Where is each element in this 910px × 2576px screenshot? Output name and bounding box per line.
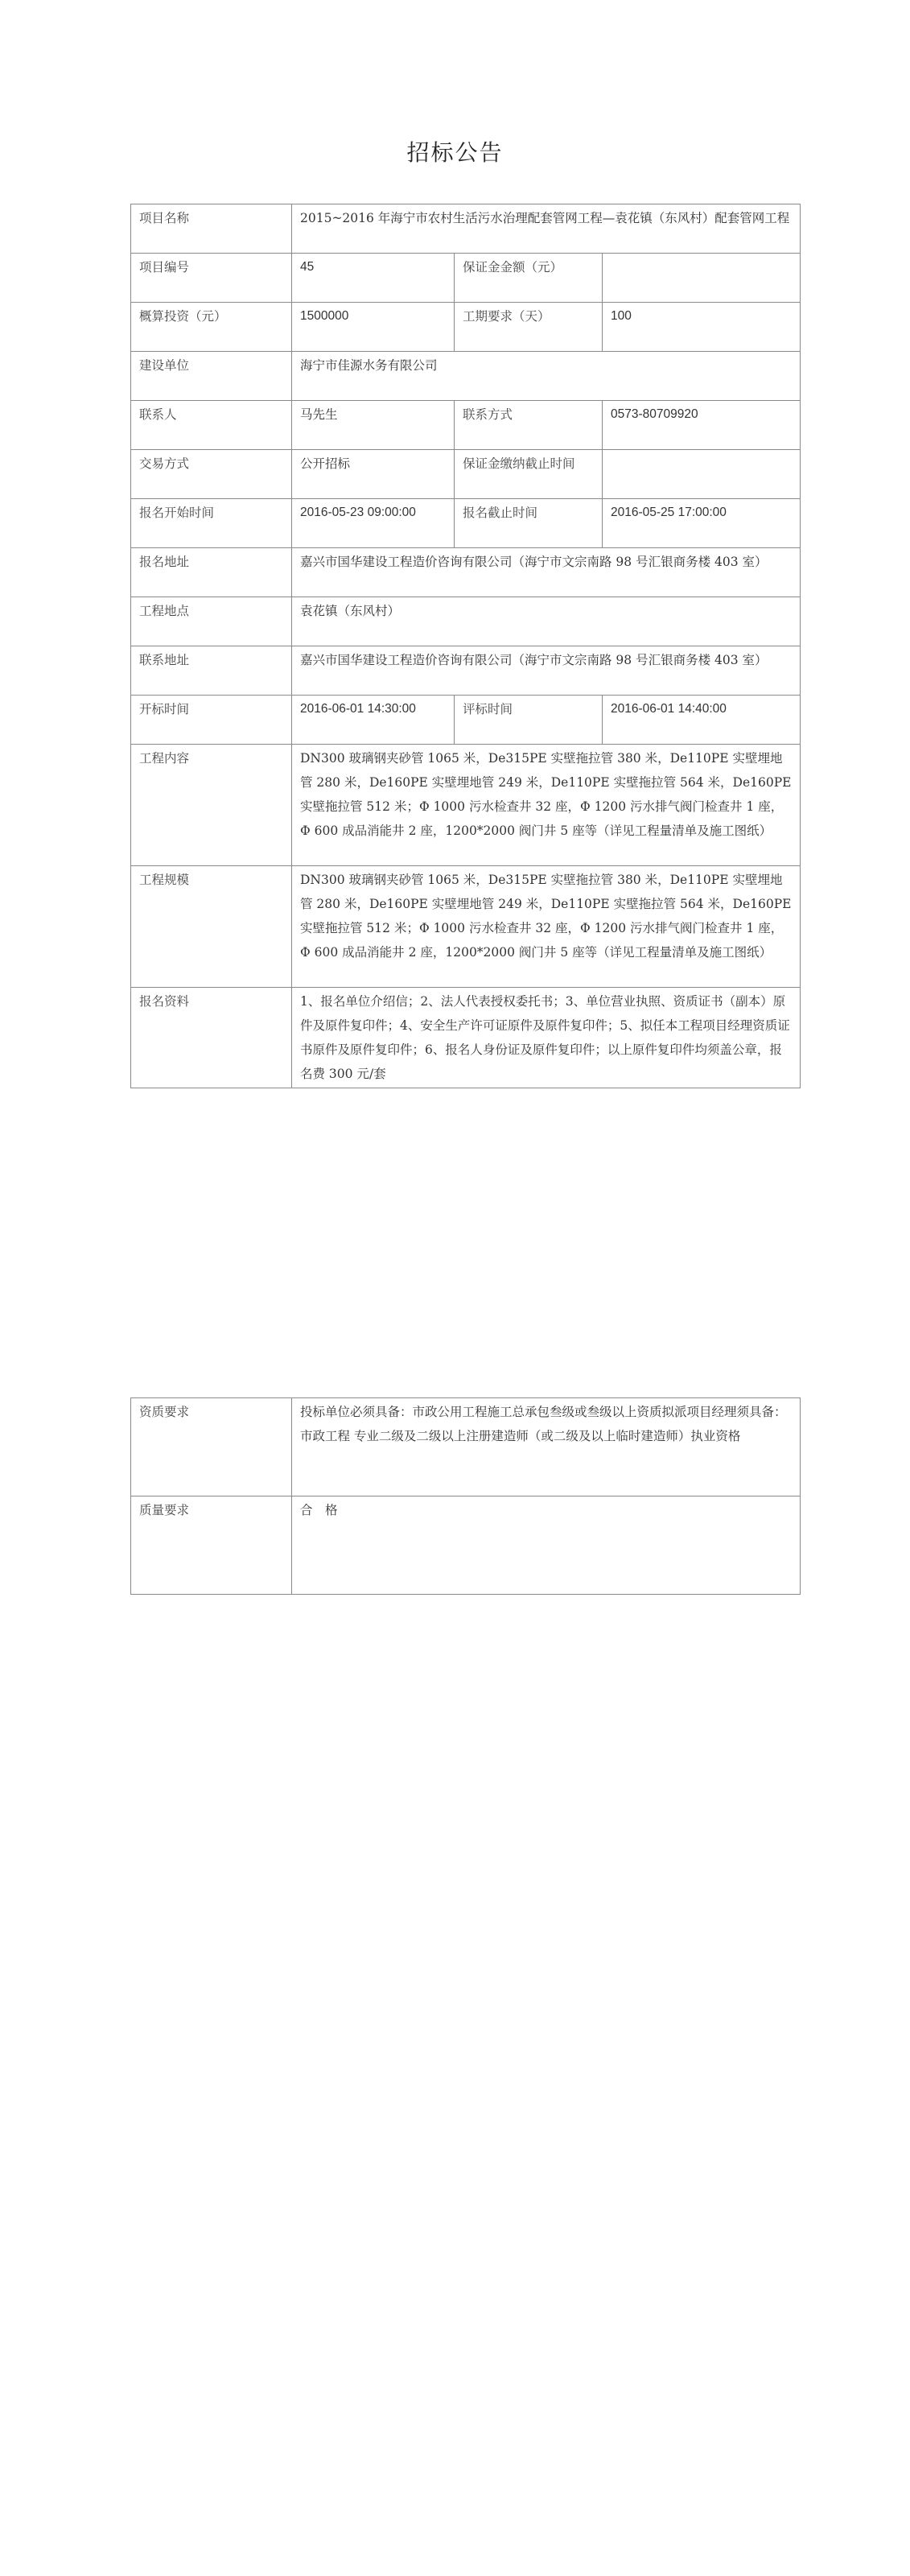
- row-project-no: [131, 254, 801, 303]
- row-trade: [131, 450, 801, 499]
- value-duration: 100: [603, 303, 801, 352]
- row-materials: [131, 988, 801, 1088]
- row-contact: [131, 401, 801, 450]
- value-deposit-deadline: [603, 450, 801, 499]
- value-project-no: 45: [292, 254, 455, 303]
- value-budget: 1500000: [292, 303, 455, 352]
- value-contact-addr: 嘉兴市国华建设工程造价咨询有限公司（海宁市文宗南路 98 号汇银商务楼 403 室）: [292, 646, 801, 696]
- row-builder: [131, 352, 801, 401]
- value-deposit-amount: [603, 254, 801, 303]
- value-content: DN300 玻璃钢夹砂管 1065 米，De315PE 实壁拖拉管 380 米，De110PE 实壁埋地管 280 米，De160PE 实壁埋地管 249 米，De110PE 实壁拖拉管 564 米，De160PE 实壁拖拉管 512 米；Φ 1000 污水检查井 32 座，Φ 1200 污水排气阀门检查井 1 座， Φ 600 成品消能井 2 座，1200*2000 阀门井 5 座等（详见工程量清单及施工图纸）: [292, 745, 801, 866]
- label-trade: 交易方式: [131, 450, 292, 499]
- label-project-no: 项目编号: [131, 254, 292, 303]
- label-contact-addr: 联系地址: [131, 646, 292, 696]
- row-reg-addr: [131, 548, 801, 597]
- label-qualification: 资质要求: [131, 1398, 292, 1496]
- row-project-name: [131, 204, 801, 254]
- label-scale: 工程规模: [131, 866, 292, 988]
- value-contact-phone: 0573-80709920: [603, 401, 801, 450]
- value-reg-addr: 嘉兴市国华建设工程造价咨询有限公司（海宁市文宗南路 98 号汇银商务楼 403 室）: [292, 548, 801, 597]
- value-eval-time: 2016-06-01 14:40:00: [603, 696, 801, 745]
- label-contact: 联系人: [131, 401, 292, 450]
- row-scale: [131, 866, 801, 988]
- label-reg-start: 报名开始时间: [131, 499, 292, 548]
- label-project-name: 项目名称: [131, 204, 292, 254]
- value-scale: DN300 玻璃钢夹砂管 1065 米，De315PE 实壁拖拉管 380 米，De110PE 实壁埋地管 280 米，De160PE 实壁埋地管 249 米，De110PE 实壁拖拉管 564 米，De160PE 实壁拖拉管 512 米；Φ 1000 污水检查井 32 座，Φ 1200 污水排气阀门检查井 1 座， Φ 600 成品消能井 2 座，1200*2000 阀门井 5 座等（详见工程量清单及施工图纸）: [292, 866, 801, 988]
- value-quality: 合 格: [292, 1496, 801, 1595]
- value-project-name: 2015~2016 年海宁市农村生活污水治理配套管网工程—袁花镇（东风村）配套管网工程: [292, 204, 801, 254]
- page-title: 招标公告: [406, 139, 504, 166]
- label-builder: 建设单位: [131, 352, 292, 401]
- label-deposit-deadline: 保证金缴纳截止时间: [455, 450, 603, 499]
- label-reg-end: 报名截止时间: [455, 499, 603, 548]
- label-reg-addr: 报名地址: [131, 548, 292, 597]
- row-budget: [131, 303, 801, 352]
- tender-requirements-table: [130, 1397, 801, 1595]
- value-open-time: 2016-06-01 14:30:00: [292, 696, 455, 745]
- label-duration: 工期要求（天）: [455, 303, 603, 352]
- value-qualification: 投标单位必须具备：市政公用工程施工总承包叁级或叁级以上资质拟派项目经理须具备： 市政工程 专业二级及二级以上注册建造师（或二级及以上临时建造师）执业资格: [292, 1398, 801, 1496]
- row-reg-time: [131, 499, 801, 548]
- value-materials: 1、报名单位介绍信；2、法人代表授权委托书；3、单位营业执照、资质证书（副本）原件及原件复印件；4、安全生产许可证原件及原件复印件；5、拟任本工程项目经理资质证书原件及原件复印件；6、报名人身份证及原件复印件；以上原件复印件均须盖公章，报名费 300 元/套: [292, 988, 801, 1088]
- tender-info-table: [130, 204, 801, 1088]
- label-contact-phone: 联系方式: [455, 401, 603, 450]
- row-quality: [131, 1496, 801, 1595]
- label-content: 工程内容: [131, 745, 292, 866]
- label-eval-time: 评标时间: [455, 696, 603, 745]
- label-quality: 质量要求: [131, 1496, 292, 1595]
- row-qualification: [131, 1398, 801, 1496]
- label-materials: 报名资料: [131, 988, 292, 1088]
- label-budget: 概算投资（元）: [131, 303, 292, 352]
- value-trade: 公开招标: [292, 450, 455, 499]
- value-builder: 海宁市佳源水务有限公司: [292, 352, 801, 401]
- row-open-time: [131, 696, 801, 745]
- row-contact-addr: [131, 646, 801, 696]
- row-content: [131, 745, 801, 866]
- row-site: [131, 597, 801, 646]
- value-reg-end: 2016-05-25 17:00:00: [603, 499, 801, 548]
- label-deposit-amount: 保证金金额（元）: [455, 254, 603, 303]
- value-contact: 马先生: [292, 401, 455, 450]
- label-site: 工程地点: [131, 597, 292, 646]
- value-site: 袁花镇（东风村）: [292, 597, 801, 646]
- value-reg-start: 2016-05-23 09:00:00: [292, 499, 455, 548]
- label-open-time: 开标时间: [131, 696, 292, 745]
